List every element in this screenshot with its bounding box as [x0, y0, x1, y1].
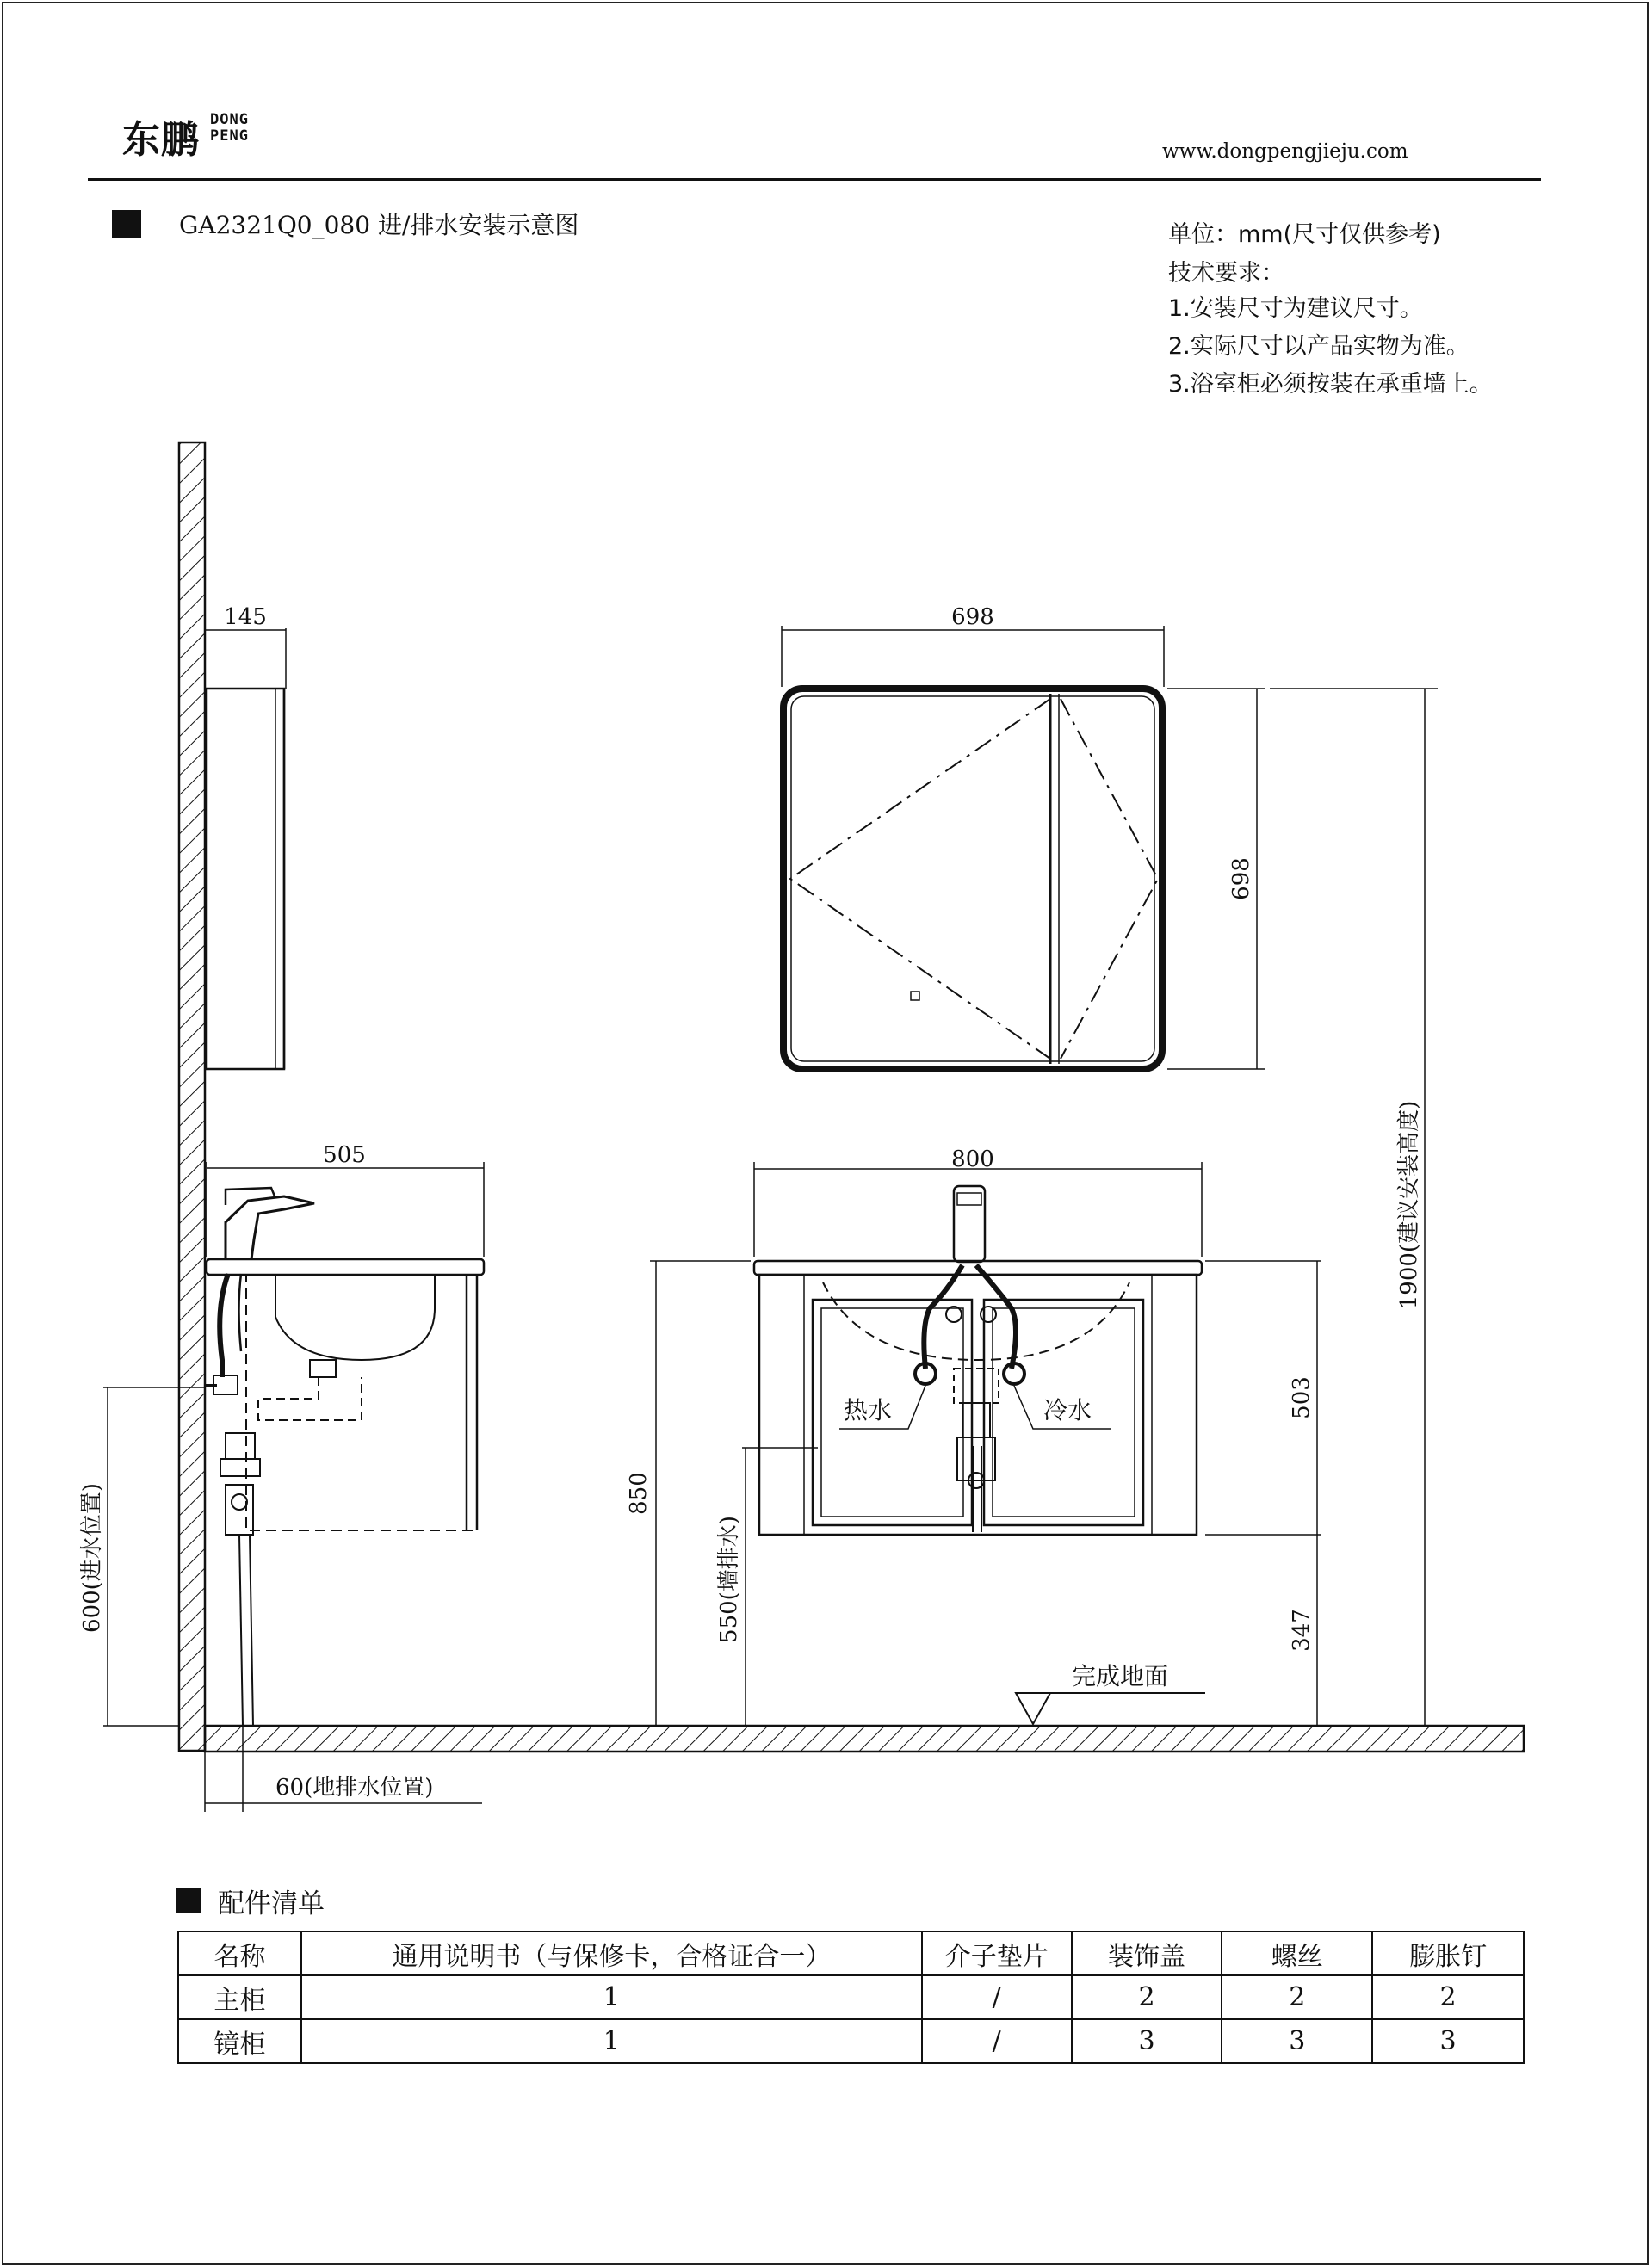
table-cell: 主柜 [178, 1975, 301, 2019]
dim-leg-height: 347 [1289, 1609, 1315, 1652]
dim-total-height: 850 [626, 1472, 652, 1515]
table-header-cell: 介子垫片 [922, 1931, 1072, 1975]
dim-floor-drain: 60(地排水位置) [275, 1775, 434, 1801]
table-row [178, 2019, 1524, 2063]
dimension-cabinet-height [1205, 1261, 1321, 1726]
document-title: GA2321Q0_080 进/排水安装示意图 [179, 211, 579, 239]
table-header-row [178, 1931, 1524, 1975]
table-header-cell: 膨胀钉 [1372, 1931, 1524, 1975]
requirement-item: 3.浴室柜必须按装在承重墙上。 [1168, 371, 1493, 398]
dim-wall-drain: 550(墙排水) [716, 1516, 742, 1643]
brand-logo-cn: 东鹏 [122, 118, 200, 162]
table-cell: / [922, 1975, 1072, 2019]
dim-cabinet-width: 800 [951, 1146, 994, 1172]
dim-install-height: 1900(建议安装高度) [1396, 1100, 1422, 1310]
vanity-front-view [754, 1186, 1202, 1535]
dim-inlet-height: 600(进水位置) [79, 1483, 105, 1633]
parts-table [177, 1931, 1525, 2064]
table-cell: 2 [1072, 1975, 1222, 2019]
dim-mirror-height: 698 [1228, 857, 1254, 900]
table-cell: 1 [301, 1975, 922, 2019]
table-cell: 1 [301, 2019, 922, 2063]
floor-level-marker [1016, 1693, 1205, 1724]
table-header-cell: 装饰盖 [1072, 1931, 1222, 1975]
table-cell: 3 [1372, 2019, 1524, 2063]
table-header-cell: 螺丝 [1222, 1931, 1372, 1975]
dimension-wall-drain [742, 1448, 818, 1726]
dimension-mirror-width [782, 626, 1164, 687]
requirement-item: 2.实际尺寸以产品实物为准。 [1168, 333, 1469, 360]
parts-list-title: 配件清单 [218, 1888, 325, 1919]
dimension-total-height [650, 1261, 751, 1726]
dim-mirror-width: 698 [951, 604, 994, 630]
table-cell: 3 [1072, 2019, 1222, 2063]
wall [179, 442, 205, 1751]
label-finished-floor: 完成地面 [1072, 1662, 1169, 1690]
table-cell: 镜柜 [178, 2019, 301, 2063]
table-cell: 3 [1222, 2019, 1372, 2063]
mirror-cabinet-side-view [207, 689, 284, 1069]
dim-mirror-depth: 145 [224, 604, 267, 630]
table-header-cell: 通用说明书（与保修卡，合格证合一） [301, 1931, 922, 1975]
table-row [178, 1975, 1524, 2019]
table-cell: / [922, 2019, 1072, 2063]
parts-marker-icon [176, 1888, 201, 1913]
mirror-front-view [783, 689, 1162, 1069]
unit-note: 单位：mm(尺寸仅供参考) [1168, 221, 1441, 248]
brand-logo-en: DONG PENG [210, 111, 249, 145]
requirements-label: 技术要求： [1168, 260, 1284, 287]
dim-cabinet-depth: 505 [323, 1142, 366, 1168]
label-hot-water: 热水 [844, 1396, 893, 1424]
table-header-cell: 名称 [178, 1931, 301, 1975]
vanity-side-view [205, 1188, 484, 1726]
label-cold-water: 冷水 [1043, 1396, 1092, 1424]
dimension-cabinet-depth [207, 1162, 484, 1257]
table-cell: 2 [1372, 1975, 1524, 2019]
dimension-mirror-depth [205, 628, 286, 689]
table-cell: 2 [1222, 1975, 1372, 2019]
requirement-item: 1.安装尺寸为建议尺寸。 [1168, 295, 1423, 322]
website-url: www.dongpengjieju.com [1162, 140, 1408, 163]
dimension-cabinet-width [754, 1162, 1202, 1257]
dim-cabinet-height: 503 [1289, 1376, 1315, 1419]
floor [205, 1726, 1524, 1752]
